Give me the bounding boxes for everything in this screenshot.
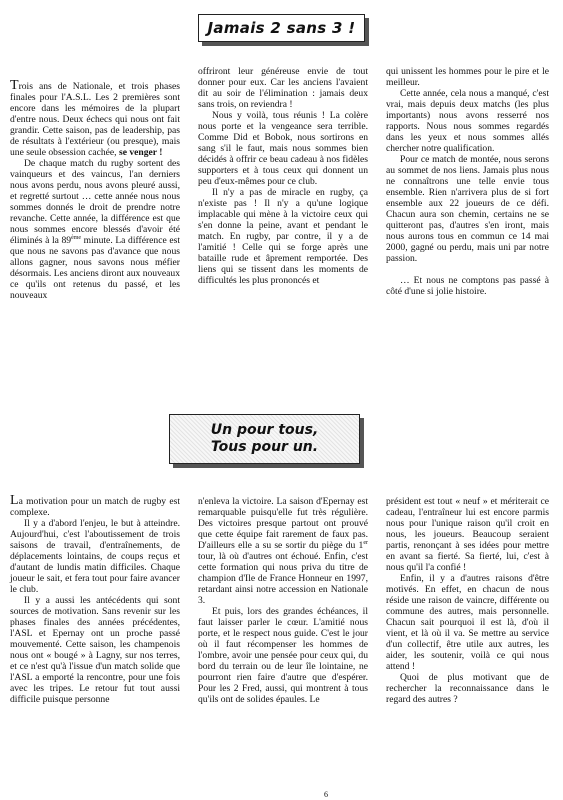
- article2-paragraph: Et puis, lors des grandes échéances, il faut laisser parler le cœur. L'amitié nous porte, et le respect nous guide. C'est le jour où il faut récompenser les hommes de l'ombre, avoir une pensée pour ceux qui, du bord du terrain ou de leur île lointaine, ne pourront rien faire d'autre que d'espérer. Pour les 2 Fred, aussi, qui montrent à tous qu'ils ont de solides épaules. Le: [198, 606, 368, 705]
- section-title-text: Jamais 2 sans 3 !: [207, 19, 356, 37]
- page-number: 6: [324, 790, 328, 799]
- article2-column-3: [386, 496, 549, 705]
- article1-paragraph: qui unissent les hommes pour le pire et le meilleur.: [386, 66, 549, 88]
- article2-column-2: [198, 496, 368, 705]
- article1-column-1: [10, 80, 180, 301]
- article2-paragraph: Il y a aussi les antécédents qui sont sources de motivation. Sans revenir sur les phases finales des années précédentes, l'ASL et Epernay ont un proche passé mouvementé. Cette saison, les champenois nous ont « bougé » à Lagny, sur nos terres, et ce n'est qu'à l'issue d'un match solide que l'ASL a emporté la rencontre, pour une fois avec les tripes. Le retour fut tout aussi difficile puisque personne: [10, 595, 180, 705]
- drop-initial: L: [10, 493, 19, 508]
- article1-paragraph: … Et nous ne comptons pas passé à côté d'une si jolie histoire.: [386, 275, 549, 297]
- section-title-jamais-2-sans-3: [198, 14, 365, 42]
- article1-paragraph: Trois ans de Nationale, et trois phases finales pour l'A.S.L. Les 2 premières sont encore dans les mémoires de la plupart d'entre nous. Deux échecs qui nous ont fait grandir. Cette saison, pas de leadership, pas de résultats à l'extérieur (ou presque), mais une seule obsession cachée, se venger !: [10, 78, 180, 158]
- article1-paragraph: De chaque match du rugby sortent des vainqueurs et des vaincus, l'an derniers nous avons perdu, nous avons pleuré aussi, et regretté surtout … cette année nous nous sommes donnés le droit de prendre notre revanche. Cette année, la différence est que nous sommes encore blessés d'avoir été éliminés à la 89ème minute. La différence est que nous ne savons pas d'avance que nous allons gagner, nous savons nous méfier désormais. Les anciens diront aux nouveaux ce qu'ils ont retenus du passé, et les nouveaux: [10, 158, 180, 301]
- section-title-line-1: Un pour tous,: [210, 422, 319, 438]
- article2-paragraph: n'enleva la victoire. La saison d'Epernay est remarquable puisqu'elle fut très régulière. Des victoires presque partout ont prouvé que cette équipe fait rarement de faux pas. D'ailleurs elle a su se sortir du piège du 1er tour, là où d'autres ont échoué. Enfin, c'est cette formation qui nous priva du titre de champion d'Ile de France Honneur en 1997, retardant ainsi notre accession en Nationale 3.: [198, 496, 368, 606]
- article2-paragraph: président est tout « neuf » et mériterait ce cadeau, l'entraîneur lui est encore parmis nous pour l'unique raison qu'il croit en nous, les joueurs. Beaucoup seraient partis, renonçant à ses idées pour mettre en avant sa fierté. Sa fierté, lui, c'est à nous qu'il l'a confié !: [386, 496, 549, 573]
- section-title-un-pour-tous: [169, 414, 360, 464]
- article1-column-3: [386, 66, 549, 297]
- section-title-line-2: Tous pour un.: [210, 439, 319, 455]
- article1-paragraph: Pour ce match de montée, nous serons au sommet de nos liens. Jamais plus nous ne connaîtrons une telle envie tous ensemble. Rien n'arrivera plus de si fort ensemble aux 22 joueurs de ce défi. Chacun aura son chemin, certains ne se quitteront pas, d'autres s'en iront, mais nous aurons tous en commun ce 14 mai 2000, gagné ou perdu, mais uni par notre passion.: [386, 154, 549, 264]
- article1-paragraph: Cette année, cela nous a manqué, c'est vrai, mais depuis deux matchs (les plus importants) nous avons resserré nos rapports. Nous nous sommes regardés dans les yeux et nous sommes allés chercher notre qualification.: [386, 88, 549, 154]
- article2-paragraph: Enfin, il y a d'autres raisons d'être motivés. En effet, en chacun de nous réside une raison de vaincre, différente ou commune des autres, mais personnelle. Chacun sait pourquoi il est là, d'où il vient, et là où il va. Se mettre au service d'un collectif, être utile aux autres, les aider, les soutenir, voilà ce qui nous attend !: [386, 573, 549, 672]
- article2-paragraph: La motivation pour un match de rugby est complexe.: [10, 493, 180, 518]
- article2-paragraph: Quoi de plus motivant que de rechercher la reconnaissance dans le regard des autres ?: [386, 672, 549, 705]
- drop-initial: T: [10, 78, 19, 93]
- article1-paragraph: offriront leur généreuse envie de tout donner pour eux. Car les anciens l'avaient dit au soir de l'élimination : jamais deux sans trois, on reviendra !: [198, 66, 368, 110]
- article2-paragraph: Il y a d'abord l'enjeu, le but à atteindre. Aujourd'hui, c'est l'aboutissement de trois saisons de travail, d'entraînements, de déplacements lointains, de coups reçus et d'autant de lundis matin difficiles. Chaque joueur le sait, et fera tout pour faire avancer le club.: [10, 518, 180, 595]
- article1-paragraph: Nous y voilà, tous réunis ! La colère nous porte et la vengeance sera terrible. Comme Did et Bobok, nous sortirons en sang s'il le faut, mais nous sommes bien décidés à offrir ce beau cadeau à nos fidèles supporters et à tous ceux qui donnent un peu d'eux-mêmes pour ce club.: [198, 110, 368, 187]
- article2-column-1: [10, 495, 180, 705]
- emphasis-text: se venger !: [118, 147, 163, 158]
- article1-column-2: [198, 66, 368, 286]
- article1-paragraph: Il n'y a pas de miracle en rugby, ça n'existe pas ! Il n'y a qu'une logique implacable qui mène à la victoire ceux qui s'en donne la peine, avant et pendant le match. En rugby, par contre, il y a de l'amitié ! Celle qui se forge après une bataille rude et âprement remportée. Des liens qui se tissent dans les moments de difficultés les plus prononcés et: [198, 187, 368, 286]
